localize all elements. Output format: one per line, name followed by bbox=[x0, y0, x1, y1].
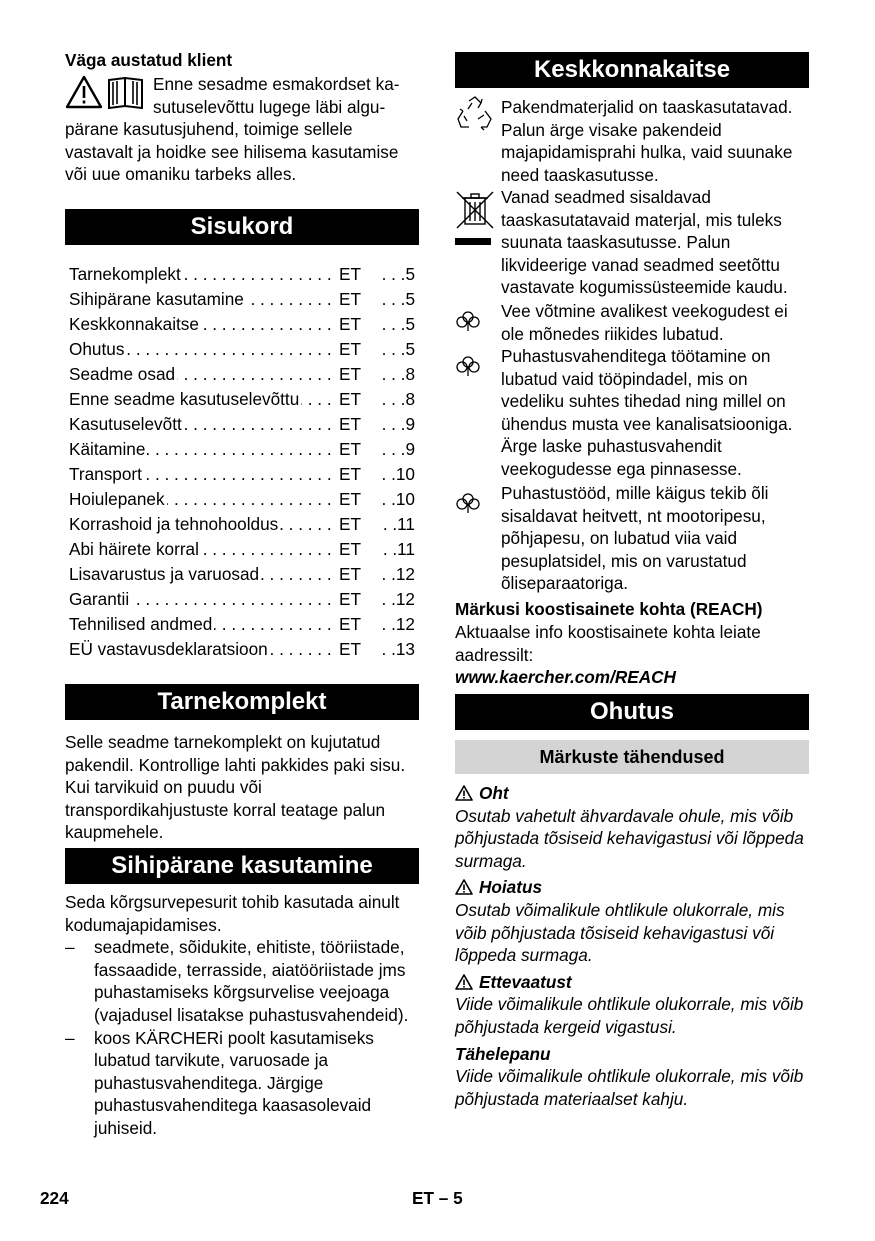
toc-row bbox=[69, 462, 415, 487]
safety-notes bbox=[455, 782, 809, 1110]
toc-entry-page: . . .5 bbox=[381, 339, 415, 359]
toc-entry-page: . . .9 bbox=[381, 414, 415, 434]
toc-row bbox=[69, 287, 415, 312]
toc-entry-lang: ET bbox=[339, 639, 361, 659]
toc-entry-lang: ET bbox=[339, 439, 361, 459]
toc-entry-lang: ET bbox=[339, 264, 361, 284]
toc-entry-lang: ET bbox=[339, 489, 361, 509]
safety-title-bar: Ohutus bbox=[455, 694, 809, 730]
toc-entry-title-text: Sihipärane kasutamine bbox=[69, 289, 244, 309]
intro-text: pärane kasutusjuhend, toimige sellele vastavalt ja hoidke see hilisema kasutamise või uue omaniku tarbeks alles. bbox=[65, 119, 399, 185]
toc-entry-page: . .12 bbox=[381, 589, 415, 609]
toc-row bbox=[69, 487, 415, 512]
toc-entry-title bbox=[69, 637, 331, 662]
environment-item-2: Vanad seadmed sisaldavad taaskasutatavaid materjal, mis tuleks suunata taaskasutusse. Palun likvideerige vanad seadmed seetõttu vastavate kogumissüsteemide kaudu. bbox=[501, 187, 788, 298]
toc-row bbox=[69, 637, 415, 662]
warning-label-row bbox=[455, 876, 809, 899]
toc-entry-title-text: EÜ vastavusdeklaratsioon bbox=[69, 639, 268, 659]
toc-entry-title bbox=[69, 587, 331, 612]
toc-entry-title bbox=[69, 562, 331, 587]
toc-row bbox=[69, 387, 415, 412]
toc-entry-title bbox=[69, 362, 331, 387]
environment-item-3: Vee võtmine avalikest veekogudest ei ole mõnedes riikides lubatud. bbox=[501, 301, 788, 344]
warning-text: Osutab võimalikule ohtlikule olukorrale, mis võib põhjustada tõsiseid kehavigastusi või lõppeda surmaga. bbox=[455, 899, 785, 966]
toc-row bbox=[69, 562, 415, 587]
toc-entry-lang: ET bbox=[339, 514, 361, 534]
toc-entry-page: . .11 bbox=[382, 514, 415, 534]
reach-url: www.kaercher.com/REACH bbox=[455, 667, 676, 687]
toc-entry-title-text: Tehnilised andmed bbox=[69, 614, 213, 634]
toc-entry-title bbox=[69, 512, 331, 537]
delivery-title-bar: Tarnekomplekt bbox=[65, 684, 419, 720]
toc-entry-title bbox=[69, 337, 331, 362]
reach-text: Aktuaalse info koostisainete kohta leiate aadressilt: bbox=[455, 622, 761, 665]
toc-entry-page: . .13 bbox=[381, 639, 415, 659]
toc-entry-lang: ET bbox=[339, 414, 361, 434]
toc-entry-title-text: Kasutuselevõtt bbox=[69, 414, 182, 434]
warning-triangle-icon bbox=[455, 974, 473, 990]
toc-entry-page: . . .5 bbox=[381, 289, 415, 309]
list-item: – koos KÄRCHERi poolt kasutamiseks lubatud tarvikute, varuosade ja puhastusvahenditega. Järgige puhastusvahenditega kaasasolevaid juhiseid. bbox=[65, 1027, 419, 1140]
toc-entry-lang: ET bbox=[339, 389, 361, 409]
delivery-body bbox=[65, 731, 419, 844]
toc-entry-title bbox=[69, 387, 331, 412]
warning-read-manual-icon bbox=[65, 74, 149, 110]
intro-heading: Väga austatud klient bbox=[65, 50, 233, 70]
toc-entry-title bbox=[69, 537, 331, 562]
caution-text: Viide võimalikule ohtlikule olukorrale, mis võib põhjustada kergeid vigastusi. bbox=[455, 994, 804, 1037]
toc-entry-title-text: Tarnekomplekt bbox=[69, 264, 181, 284]
toc-entry-page: . . .8 bbox=[381, 364, 415, 384]
environment-title-bar: Keskkonnakaitse bbox=[455, 52, 809, 88]
toc-entry-title-text: Seadme osad bbox=[69, 364, 176, 384]
intended-use-title-bar: Sihipärane kasutamine bbox=[65, 848, 419, 884]
toc-row bbox=[69, 587, 415, 612]
toc-row bbox=[69, 412, 415, 437]
danger-label: Oht bbox=[479, 783, 509, 803]
toc-entry-title bbox=[69, 412, 331, 437]
toc-entry-title bbox=[69, 287, 331, 312]
intro-text-second: sutuselevõttu lugege läbi algu- bbox=[153, 97, 386, 117]
toc-entry-title-text: Transport bbox=[69, 464, 142, 484]
toc-row bbox=[69, 362, 415, 387]
toc-entry-title-text: Ohutus bbox=[69, 339, 125, 359]
safety-subtitle-bar: Märkuste tähendused bbox=[455, 740, 809, 774]
warning-label: Hoiatus bbox=[479, 877, 543, 898]
toc-entry-title-text: Lisavarustus ja varuosad bbox=[69, 564, 260, 584]
toc-entry-page: . .12 bbox=[381, 614, 415, 634]
delivery-paragraph-2: Kui tarvikuid on puudu või transpordikahjustuste korral teatage palun kaupmehele. bbox=[65, 777, 386, 843]
toc-entry-title bbox=[69, 612, 331, 637]
toc-entry-title-text: Keskkonnakaitse bbox=[69, 314, 199, 334]
intended-use-body bbox=[65, 891, 419, 1140]
toc-entry-title bbox=[69, 262, 331, 287]
footer-section: ET – 5 bbox=[412, 1188, 463, 1208]
toc-row bbox=[69, 337, 415, 362]
warning-triangle-icon bbox=[455, 879, 473, 895]
page-number: 224 bbox=[40, 1188, 69, 1208]
toc-entry-page: . .12 bbox=[381, 564, 415, 584]
attention-label: Tähelepanu bbox=[455, 1043, 551, 1064]
toc-entry-lang: ET bbox=[339, 539, 361, 559]
toc-entry-lang: ET bbox=[339, 364, 361, 384]
toc-entry-lang: ET bbox=[339, 339, 361, 359]
caution-label-row bbox=[455, 971, 809, 994]
toc-entry-title-text: Garantii bbox=[69, 589, 130, 609]
intro-text-first: Enne sesadme esmakordset ka- bbox=[153, 74, 400, 94]
toc-entry-page: . . .9 bbox=[381, 439, 415, 459]
attention-text: Viide võimalikule ohtlikule olukorrale, mis võib põhjustada materiaalset kahju. bbox=[455, 1066, 804, 1109]
toc-entry-title bbox=[69, 437, 331, 462]
danger-text: Osutab vahetult ähvardavale ohule, mis võib põhjustada tõsiseid kehavigastusi või lõppeda surmaga. bbox=[455, 805, 804, 871]
toc-entry-title-text: Korrashoid ja tehnohooldus bbox=[69, 514, 279, 534]
environment-icon bbox=[455, 492, 481, 514]
toc-title-bar: Sisukord bbox=[65, 209, 419, 245]
toc-entry-lang: ET bbox=[339, 314, 361, 334]
toc-row bbox=[69, 437, 415, 462]
toc-entry-lang: ET bbox=[339, 289, 361, 309]
toc-entry-lang: ET bbox=[339, 464, 361, 484]
toc-entry-page: . .10 bbox=[381, 464, 415, 484]
toc-row bbox=[69, 537, 415, 562]
environment-item-4: Puhastusvahenditega töötamine on lubatud vaid tööpindadel, mis on vedeliku suhtes tihedad ning millel on ühendus musta vee kanalisatsiooniga. Ärge laske puhastusvahendit veekogudesse ega pinnasesse. bbox=[501, 346, 793, 479]
toc-entry-title bbox=[69, 312, 331, 337]
toc-entry-page: . . .5 bbox=[381, 314, 415, 334]
toc-entry-page: . . .5 bbox=[381, 264, 415, 284]
list-item: – seadmete, sõidukite, ehitiste, tööriistade, fassaadide, terrasside, aiatööriistade jms puhastamiseks kõrgsurvelise veejoaga (vajadusel lisatakse puhastusvahendeid). bbox=[65, 936, 419, 1026]
table-of-contents bbox=[69, 262, 415, 662]
environment-item-1: Pakendmaterjalid on taaskasutatavad. Palun ärge visake pakendeid majapidamisprahi hulka, vaid suunake need taaskasutusse. bbox=[501, 97, 793, 185]
environment-icon bbox=[455, 310, 481, 332]
danger-label-row bbox=[455, 782, 809, 805]
toc-entry-page: . .10 bbox=[381, 489, 415, 509]
delivery-paragraph-1: Selle seadme tarnekomplekt on kujutatud pakendil. Kontrollige lahti pakkides paki sisu. bbox=[65, 732, 406, 775]
toc-entry-lang: ET bbox=[339, 614, 361, 634]
environment-item-5: Puhastustööd, mille käigus tekib õli sisaldavat heitvett, nt mootoripesu, põhjapesu, on lubatud viia vaid pesuplatsidel, mis on varustatud õliseparaatoriga. bbox=[501, 483, 769, 594]
warning-triangle-icon bbox=[455, 785, 473, 801]
toc-row bbox=[69, 312, 415, 337]
intended-use-paragraph: Seda kõrgsurvepesurit tohib kasutada ainult kodumajapidamises. bbox=[65, 892, 400, 935]
toc-row bbox=[69, 262, 415, 287]
toc-entry-title-text: Käitamine bbox=[69, 439, 146, 459]
environment-icon bbox=[455, 355, 481, 377]
toc-row bbox=[69, 612, 415, 637]
toc-entry-title bbox=[69, 462, 331, 487]
toc-entry-title-text: Enne seadme kasutuselevõttu bbox=[69, 389, 300, 409]
toc-entry-page: . .11 bbox=[382, 539, 415, 559]
recycling-icon bbox=[455, 95, 495, 135]
toc-entry-lang: ET bbox=[339, 589, 361, 609]
toc-entry-title-text: Hoiulepanek bbox=[69, 489, 165, 509]
toc-entry-page: . . .8 bbox=[381, 389, 415, 409]
toc-row bbox=[69, 512, 415, 537]
toc-entry-lang: ET bbox=[339, 564, 361, 584]
toc-entry-title-text: Abi häirete korral bbox=[69, 539, 199, 559]
toc-entry-title bbox=[69, 487, 331, 512]
crossed-bin-icon bbox=[455, 188, 495, 248]
intended-use-list bbox=[65, 936, 419, 1139]
reach-heading: Märkusi koostisainete kohta (REACH) bbox=[455, 599, 763, 619]
caution-label: Ettevaatust bbox=[479, 971, 572, 992]
